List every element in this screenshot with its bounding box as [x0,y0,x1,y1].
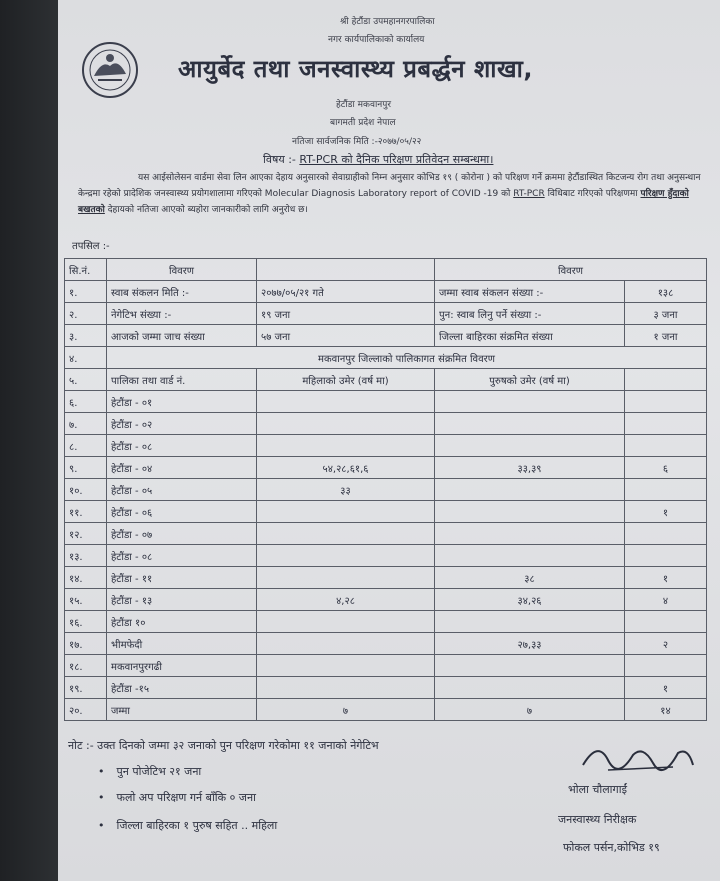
subject-prefix: विषय :- [263,153,296,166]
table-row [65,699,707,721]
row-sn: १५. [65,589,107,611]
row-ward: हेटौंडा - ०८ [107,545,257,567]
page-title: आयुर्बेद तथा जनस्वास्थ्य प्रबर्द्धन शाखा, [178,55,533,83]
table-row [65,589,707,611]
row-ward: हेटौंडा -१५ [107,677,257,699]
row-sn: १७. [65,633,107,655]
row-male [435,391,625,413]
row-male [435,611,625,633]
row-ward: जम्मा [107,699,257,721]
municipality-emblem-icon [80,40,140,100]
row-sn: १४. [65,567,107,589]
table-row [65,567,707,589]
row-sn: २०. [65,699,107,721]
row-total [625,545,707,567]
header-sn: सि.नं. [65,259,107,281]
summary-label: स्वाब संकलन मिति :- [107,281,257,303]
office-line-1: श्री हेटौंडा उपमहानगरपालिका [340,17,435,27]
header-desc: विवरण [107,259,257,281]
row-sn: १९. [65,677,107,699]
row-total [625,655,707,677]
summary-label-2: जम्मा स्वाब संकलन संख्या :- [435,281,625,303]
note-bullet-3: • जिल्ला बाहिरका १ पुरुष सहित .. महिला [98,818,277,833]
row-sn: १६. [65,611,107,633]
row-male [435,435,625,457]
table-header-row [65,259,707,281]
row-ward: हेटौंडा - ०५ [107,479,257,501]
row-male [435,545,625,567]
publish-date: नतिजा सार्वजनिक मिति :-२०७७/०५/२२ [292,137,422,147]
row-sn: ८. [65,435,107,457]
row-female: ५४,२८,६१,६ [257,457,435,479]
header-desc-2: विवरण [435,259,707,281]
row-total [625,391,707,413]
col-ward: पालिका तथा वार्ड नं. [107,369,257,391]
summary-value-2: १३८ [625,281,707,303]
row-sn: ११. [65,501,107,523]
table-row [65,545,707,567]
row-total: १४ [625,699,707,721]
row-total [625,611,707,633]
para-part-1: यस आईसोलेसन वार्डमा सेवा लिन आएका देहाय अनुसारको सेवाग्राहीको निम्न अनुसार कोभिड १९ ( कोरोना ) को परिक्षण गर्ने क्रममा हेटौंडास्थित किटजन्य रोग तथा अनुसन्धान केन्द्रमा रहेको प्रादेशिक जनस्वास्थ्य प्रयोगशालामा गरिएको Molecular Diagnosis Laboratory report of COVID -19 को [78,173,701,199]
row-ward: हेटौंडा - १३ [107,589,257,611]
summary-row [65,281,707,303]
details-label: तपसिल :- [72,241,110,252]
table-row [65,391,707,413]
row-sn: ७. [65,413,107,435]
row-total: १ [625,677,707,699]
row-ward: हेटौंडा - ०६ [107,501,257,523]
summary-value: २०७७/०५/२१ गते [257,281,435,303]
row-sn: ६. [65,391,107,413]
subject-line [263,152,493,167]
summary-row [65,303,707,325]
row-total [625,413,707,435]
row-total: १ [625,501,707,523]
row-ward: हेटौंडा - ०१ [107,391,257,413]
subject-text: RT-PCR को दैनिक परिक्षण प्रतिवेदन सम्बन्धमा। [299,153,494,166]
row-female [257,523,435,545]
row-female: ४,२८ [257,589,435,611]
intro-paragraph [78,170,703,218]
summary-row [65,325,707,347]
row-sn: १३. [65,545,107,567]
row-male [435,523,625,545]
row-ward: हेटौंडा - ०२ [107,413,257,435]
table-row [65,435,707,457]
row-female [257,413,435,435]
row-female: ७ [257,699,435,721]
row-total: २ [625,633,707,655]
row-female [257,391,435,413]
col-sn: ५. [65,369,107,391]
col-female: महिलाको उमेर (वर्ष मा) [257,369,435,391]
row-ward: मकवानपुरगढी [107,655,257,677]
row-male: ३४,२६ [435,589,625,611]
para-rtpcr: RT-PCR [513,189,545,199]
desk-background [0,0,62,881]
row-total: ६ [625,457,707,479]
summary-label-2: जिल्ला बाहिरका संक्रमित संख्या [435,325,625,347]
row-female [257,435,435,457]
row-female [257,501,435,523]
row-ward: हेटौंडा - ०७ [107,523,257,545]
signatory-name: भोला चौलागाईं [568,783,627,796]
row-female [257,567,435,589]
summary-value-2: १ जना [625,325,707,347]
note-text: नोट :- उक्त दिनको जम्मा ३२ जनाको पुन परिक्षण गरेकोमा ११ जनाको नेगेटिभ [68,739,379,752]
row-male: ३८ [435,567,625,589]
summary-sn: ३. [65,325,107,347]
note-bullet-2: • फलो अप परिक्षण गर्न बाँकि ० जना [98,790,256,805]
table-row [65,479,707,501]
row-sn: १२. [65,523,107,545]
document-page [58,0,720,881]
row-ward: भीमफेदी [107,633,257,655]
row-male [435,479,625,501]
section-title: मकवानपुर जिल्लाको पालिकागत संक्रमित विवरण [107,347,707,369]
para-part-3: देहायको नतिजा आएको ब्यहोरा जानकारीको लागि अनुरोध छ। [107,205,308,215]
row-male [435,677,625,699]
row-sn: १८. [65,655,107,677]
row-female [257,677,435,699]
results-table [64,258,707,721]
para-part-2: विधिबाट गरिएको परिक्षणमा [547,189,638,199]
para-bold: परिक्षण हुँदाको बखतको [78,189,689,215]
table-row [65,655,707,677]
summary-label: आजको जम्मा जाच संख्या [107,325,257,347]
row-sn: १०. [65,479,107,501]
section-row [65,347,707,369]
column-header-row [65,369,707,391]
row-male [435,655,625,677]
office-line-2: नगर कार्यपालिकाको कार्यालय [328,35,425,45]
row-male: २७,३३ [435,633,625,655]
row-ward: हेटौंडा १० [107,611,257,633]
row-female [257,633,435,655]
row-total: १ [625,567,707,589]
row-female [257,545,435,567]
summary-sn: १. [65,281,107,303]
row-female [257,655,435,677]
summary-value: ५७ जना [257,325,435,347]
signatory-position: जनस्वास्थ्य निरीक्षक [558,813,637,826]
row-total [625,435,707,457]
col-total [625,369,707,391]
row-total [625,479,707,501]
summary-label: नेगेटिभ संख्या :- [107,303,257,325]
summary-value-2: ३ जना [625,303,707,325]
table-row [65,413,707,435]
row-female: ३३ [257,479,435,501]
summary-value: १९ जना [257,303,435,325]
row-ward: हेटौंडा - ११ [107,567,257,589]
col-male: पुरुषको उमेर (वर्ष मा) [435,369,625,391]
signature-icon [578,735,698,780]
address-line-2: बागमती प्रदेश नेपाल [330,118,396,128]
row-male [435,501,625,523]
row-total [625,523,707,545]
table-row [65,633,707,655]
note-bullet-1: • पुन पोजेटिभ २१ जना [98,764,201,779]
table-row [65,523,707,545]
section-sn: ४. [65,347,107,369]
summary-sn: २. [65,303,107,325]
row-ward: हेटौंडा - ०८ [107,435,257,457]
row-female [257,611,435,633]
table-row [65,457,707,479]
row-ward: हेटौंडा - ०४ [107,457,257,479]
row-male: ७ [435,699,625,721]
row-sn: ९. [65,457,107,479]
row-male [435,413,625,435]
table-row [65,611,707,633]
table-row [65,501,707,523]
row-male: ३३,३९ [435,457,625,479]
address-line-1: हेटौंडा मकवानपुर [336,100,392,110]
row-total: ४ [625,589,707,611]
signatory-role: फोकल पर्सन,कोभिड १९ [563,841,660,854]
summary-label-2: पुन: स्वाब लिनु पर्ने संख्या :- [435,303,625,325]
table-row [65,677,707,699]
